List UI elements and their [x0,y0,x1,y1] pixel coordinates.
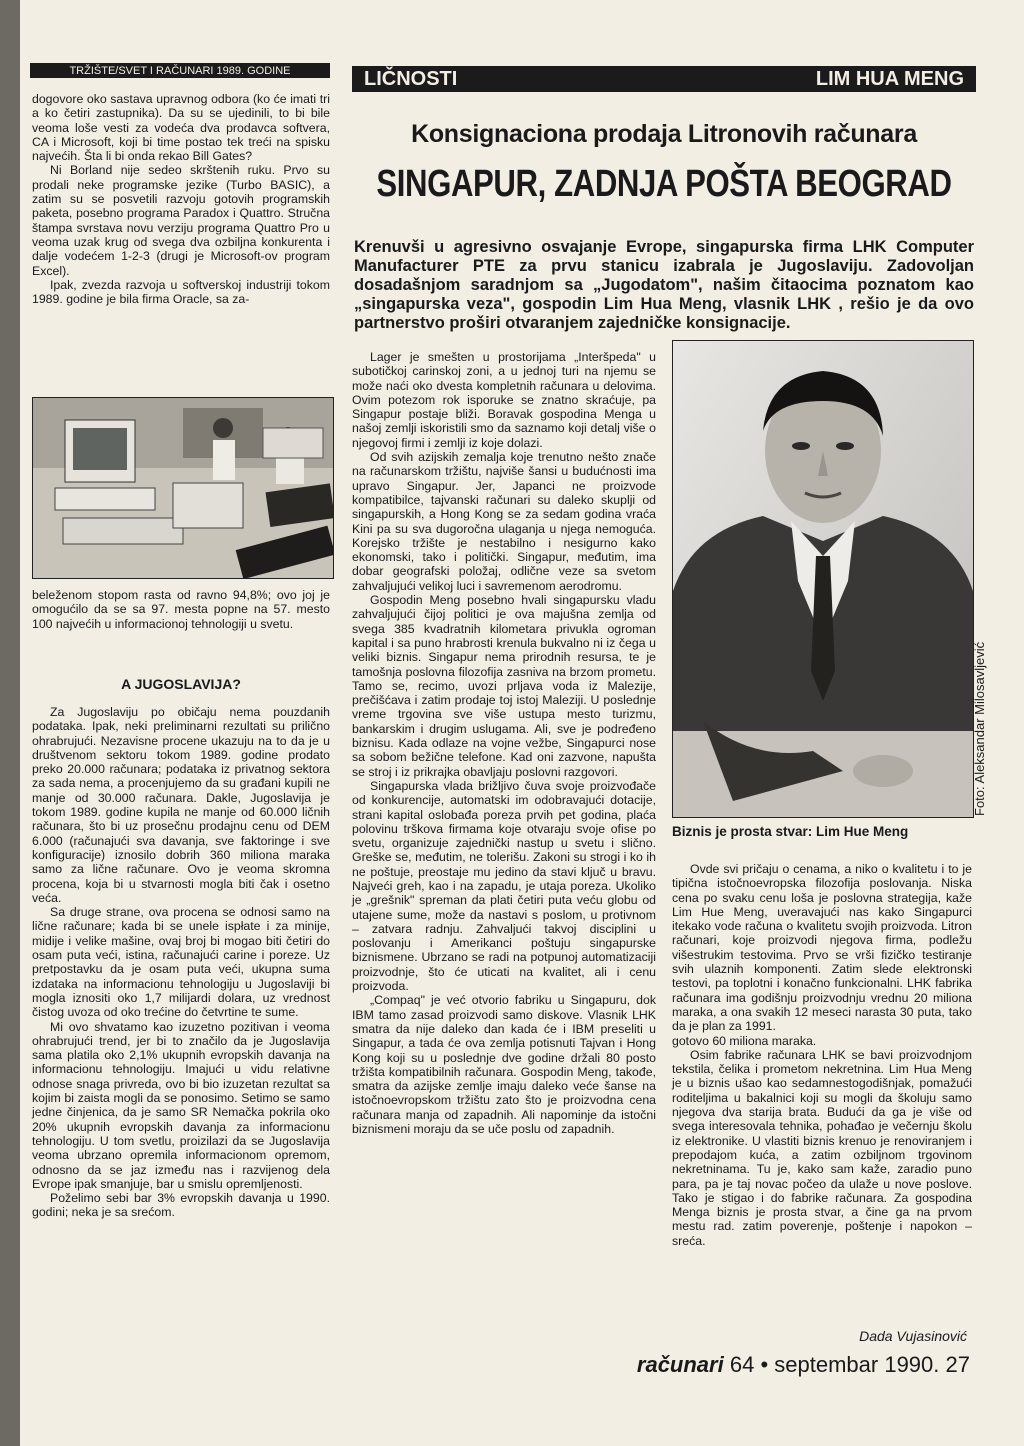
footer [560,1352,970,1378]
left-column-middle [32,588,330,631]
portrait-photo [672,340,974,818]
left-paragraph: Ipak, zvezda razvoja u softverskoj industriji tokom 1989. godine je bila firma Oracle, sa za- [32,277,330,307]
left-paragraph: Sa druge strane, ova procena se odnosi samo na lične računare; kada bi se unele ispłate i za minije, midije i velike mašine, ovaj broj bi mogao biti četiri do osam puta veći, istina, računajući carine i poreze. Uz pretpostavku da je osam puta veći, ukupna suma izdataka na informacionu tehnologiju u Jugoslaviji bi mogla iznositi oko 1,7 milijardi dolara, uz vrednost čistog uvoza od oko trećine do četvrtine te sume. [32,905,330,1020]
middle-column [352,350,656,1136]
section-bar [352,66,976,92]
section-person: LIM HUA MENG [815,67,964,90]
middle-paragraph: Od svih azijskih zemalja koje trenutno nešto znače na računarskom tržištu, najviše šansi u budućnosti ima upravo Singapur. Jer, Japanci ne proizvode kompatibilce, tajvanski računari su daleko skuplji od singapurskih, a Hong Kong se za sedam godina vraća Kini pa su sva dugoročna ulaganja u njega nemoguća. Korejsko tržište je nestabilno i nesigurno kako ekonomski, tako i politički. Singapur, međutim, ima dobar geografski položaj, odlične veze sa svetom zahvaljujući velikoj luci i savremenom aerodromu. [352,450,656,593]
left-paragraph: Za Jugoslaviju po običaju nema pouzdanih podataka. Ipak, neki preliminarni rezultati su prilično ohrabrujući. Nezavisne procene ukazuju na to da je u društvenom sektoru tokom 1989. godine prodato preko 20.000 računara; podataka iz privatnog sektora za sada nema, a procenjujemo da su građani kupili ne manje od 30.000 računara. Dakle, Jugoslavija je tokom 1989. godine kupila ne manje od 60.000 ličnih računara, što bi uz prosečnu prodajnu cenu od DEM 6.000 (računajući sva davanja, sve faktoringe i sve konfiguracije) iznosilo dobrih 360 miliona maraka samo za lične računare. Ovo je veoma skromna procena, koja bi u stvarnosti mogla biti čak i osetno veća. [32,705,330,905]
left-paragraph: Ni Borland nije sedeo skrštenih ruku. Prvo su prodali neke programske jezike (Turbo BASIC), a zatim su se posvetili razvoju gotovih programskih paketa, posebno programa Paradox i Quattro. Stručna štampa svrstava novu verziju programa Quattro Pro u veoma uzak krug od svega dva ozbiljna konkurenta i dalje vodećem 1-2-3 (drugi je Microsoft-ov program Excel). [32,163,330,278]
portrait-illustration [673,341,973,817]
right-paragraph: Osim fabrike računara LHK se bavi proizvodnjom tekstila, čelika i prometom nekretnina. Lim Hua Meng je u biznis ušao kao sedamnestogodišnjak, pomažući roditeljima u bakalnici koji su mogli da školuju samo njegova dva starija brata. Budući da ga je više od svega interesovala tehnika, pohađao je večernju školu iz elektronike. U vlastiti biznis krenuo je renoviranjem i prepodajom kuća, a zatim ozbiljnom trgovinom nekretninama. Tu je, kako sam kaže, zaradio puno para, pa je taj novac počeo da ulaže u nove poslove. Tako je stigao i do fabrike računara. Za gospodina Menga biznis je prosta stvar, a čine ga na prvom mestu rad. zatim poverenje, poštenje i napokon – sreća. [672,1047,972,1248]
left-column-bottom [32,705,330,1220]
section-bar-left [30,63,330,78]
section-label: LIČNOSTI [364,67,458,90]
footer-bullet: • [760,1352,769,1377]
article-kicker: Konsignaciona prodaja Litronovih računara [411,120,917,148]
photo-caption: Biznis je prosta stvar: Lim Hue Meng [672,824,909,839]
issue-number: 64 [729,1352,755,1377]
scan-edge [0,0,20,1446]
section-bar-left-text: TRŽIŠTE/SVET I RAČUNARI 1989. GODINE [69,64,291,77]
left-paragraph: Mi ovo shvatamo kao izuzetno pozitivan i veoma ohrabrujući trend, jer bi to značilo da je Jugoslavija sama platila oko 2,1% ukupnih evropskih davanja na informacionu tehnologiju. Imajući u vidu relativne odnose snaga privreda, ovo bi bio izuzetan rezultat sa kojim bi zaista mogli da se ponosimo. Setimo se samo jedne činjenica, da je samo SR Nemačka pokrila oko 20% ukupnih evropskih davanja za informacionu tehnologiju. U tom svetlu, proizilazi da se Jugoslavija veoma ubrzano opremila informacionom opremom, odnosno da se jaz između nas i razvijenog dela Evrope ipak smanjuje, bar u smislu opremljenosti. [32,1019,330,1191]
article-title: SINGAPUR, ZADNJA POŠTA BEOGRAD [376,163,952,205]
left-column-top [32,92,330,306]
photo-credit: Foto: Aleksandar Milosavljević [972,641,987,816]
middle-paragraph: Gospodin Meng posebno hvali singapursku vladu zahvaljujući čijoj politici je ova majušna zemlja od svega 385 kvadratnih kilometara privukla ogroman kapital i sa puno hrabrosti krenula bukvalno ni iz čega u veliki biznis. Singapur nema prirodnih resursa, te je tamošnja poslovna filozofija zasniva na brzom prometu. Tamo se, recimo, uvozi prljava voda iz Malezije, prečišćava i zatim prodaje toj istoj Maleziji. U poslednje vreme trgovina sve više ustupa mesto turizmu, bankarskim i drugim uslugama. Ali, sve je podređeno biznisu. Kada odlaze na vojne vežbe, Singapurci nose sa sobom bežične telefone. Kad oni zazvone, napušta se stroj i iz prikrajka obavljaju poslovni razgovori. [352,593,656,779]
left-paragraph: Poželimo sebi bar 3% evropskih davanja u 1990. godini; neka je sa srećom. [32,1191,330,1220]
left-paragraph: dogovore oko sastava upravnog odbora (ko će imati tri a ko četiri zastupnika). Da su se ujedinili, to bi bile veoma loše vesti za vodeća dva prodavca softvera, CA i Microsoft, koji bi time postao tek treći na spisku najvećih. Šta li bi onda rekao Bill Gates? [32,92,330,164]
left-subhead: A JUGOSLAVIJA? [121,676,241,692]
computer-photo [32,397,334,579]
middle-paragraph: Lager je smešten u prostorijama „Interšpeda" u subotičkoj carinskoj zoni, a u jednoj turi na njemu se može naći oko dvesta kompletnih računara u delovima. Ovim potezom rok isporuke se znatno skraćuje, pa Singapur postaje bliži. Boravak gospodina Menga u našoj zemlji iskoristili smo da saznamo koji detalj više o njegovoj firmi i zemlji iz koje dolazi. [352,350,656,450]
page-number: 27 [945,1352,970,1377]
right-column [672,862,972,1248]
left-paragraph: beleženom stopom rasta od ravno 94,8%; ovo joj je omogućilo da se sa 97. mesta popne na 57. mesto 100 najvećih u informacionoj tehnologiji u svetu. [32,588,330,631]
magazine-name: računari [636,1352,724,1377]
right-paragraph: gotovo 60 miliona maraka. [672,1033,817,1048]
issue-date: septembar 1990. [774,1352,940,1377]
computer-photo-illustration [33,398,333,578]
author-signature: Dada Vujasinović [859,1328,967,1344]
article-lead: Krenuvši u agresivno osvajanje Evrope, singapurska firma LHK Computer Manufacturer PTE za prvu stanicu izabrala je Jugoslaviju. Zadovoljan dosadašnjom saradnjom sa „Jugodatom", našim čitaocima poznatom kao „singapurska veza", gospodin Lim Hua Meng, vlasnik LHK , rešio je da ovo partnerstvo proširi otvaranjem zajedničke konsignacije. [354,238,974,332]
middle-paragraph: „Compaq" je već otvorio fabriku u Singapuru, dok IBM tamo zasad proizvodi samo diskove. Vlasnik LHK smatra da nije daleko dan kada će i IBM preseliti u Singapur, a tada će ova zemlja potisnuti Tajvan i Hong Kong koji su u poslednje dve godine držali 80 posto tržišta kompatibilnih računara. Gospodin Meng, takođe, smatra da azijske zemlje imaju daleko veće šanse na istočnoevropskom tržištu zato što je proizvodna cena računara manja od zapadnih. Ali napominje da istočni biznismeni moraju da se uče poslu od zapadnih. [352,993,656,1137]
right-paragraph: Ovde svi pričaju o cenama, a niko o kvalitetu i to je tipična istočnoevropska filozofija poslovanja. Niska cena po svaku cenu loša je poslovna strategija, kaže Lim Hue Meng, uveravajući nas kako Singapurci itekako vode računa o kvalitetu svojih proizvoda. Litron računari, koje proizvodi njegova firma, podležu višestrukim testovima. Prvo se vrši fizičko testiranje svih ulaznih komponenti. Zatim slede elektronski testovi, pa toplotni i konačno funkcionalni. LHK fabrika računara ima godišnju proizvodnju vrednu 20 miliona maraka, a ona svakih 12 meseci narasta 30 puta, tako da je plan za 1991. [672,862,972,1034]
middle-paragraph: Singapurska vlada brižljivo čuva svoje proizvođače od konkurencije, automatski im odobravajući dotacije, strani kapital oslobađa poreza prvih pet godina, plaća polovinu trškova firmama koje otvaraju svoje ofise po svetu, organizuje zajednički nastup u svetu i slično. Greške se, međutim, ne tolerišu. Zakoni su strogi i ko ih ne poštuje, preostaje mu jedino da stavi ključ u bravu. Najveći greh, kao i na zapadu, je utaja poreza. Ukoliko je „grešnik" spreman da plati četiri puta veću globu od utajene sume, može da nastavi s poslom, u protivnom – zatvara radnju. Zahvaljući takvoj disciplini u poslovanju i Amerikanci poštuju singapurske biznismene. Ubrzano se radi na potpunoj automatizaciji proizvodnje, što će uticati na kvalitet, ali i cenu proizvoda. [352,778,656,994]
